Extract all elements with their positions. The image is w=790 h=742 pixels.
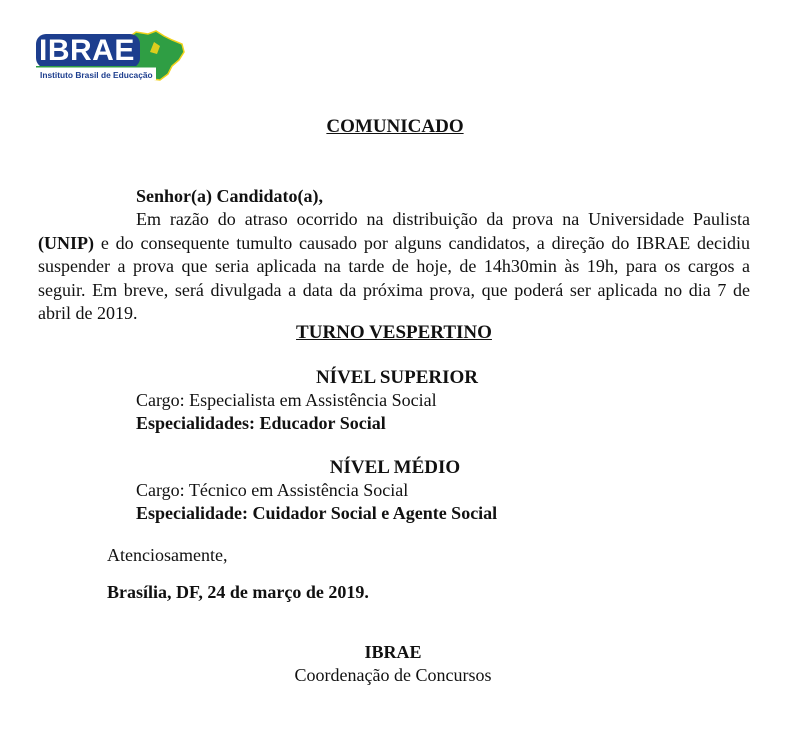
closing: Atenciosamente, <box>107 545 228 565</box>
signature-department: Coordenação de Concursos <box>294 665 492 685</box>
specialty-superior: Especialidades: Educador Social <box>136 413 386 433</box>
body-paragraph <box>38 208 750 326</box>
document-title: COMUNICADO <box>326 116 464 137</box>
shift-heading: TURNO VESPERTINO <box>296 322 492 343</box>
cargo-superior: Cargo: Especialista em Assistência Social <box>136 390 437 410</box>
body-text-unip: (UNIP) <box>38 232 94 253</box>
place-date: Brasília, DF, 24 de março de 2019. <box>107 582 369 602</box>
logo-subtitle: Instituto Brasil de Educação <box>40 70 153 80</box>
logo-name: IBRAE <box>39 34 135 67</box>
signature-org: IBRAE <box>364 642 422 662</box>
cargo-medio: Cargo: Técnico em Assistência Social <box>136 480 409 500</box>
specialty-medio: Especialidade: Cuidador Social e Agente Social <box>136 503 498 523</box>
ibrae-logo <box>36 30 186 82</box>
body-text-part2: e do consequente tumulto causado por alguns candidatos, a direção do IBRAE decidiu suspender a prova que seria aplicada na tarde de hoje, de 14h30min às 19h, para os cargos a seguir. Em breve, será divulgada a data da próxima prova, que poderá ser aplicada no dia 7 de abril de 2019. <box>38 232 750 323</box>
body-text-part1: Em razão do atraso ocorrido na distribuição da prova na Universidade Paulista <box>136 209 750 229</box>
salutation: Senhor(a) Candidato(a), <box>136 186 324 206</box>
level-heading-superior: NÍVEL SUPERIOR <box>315 367 479 388</box>
level-heading-medio: NÍVEL MÉDIO <box>329 457 461 478</box>
